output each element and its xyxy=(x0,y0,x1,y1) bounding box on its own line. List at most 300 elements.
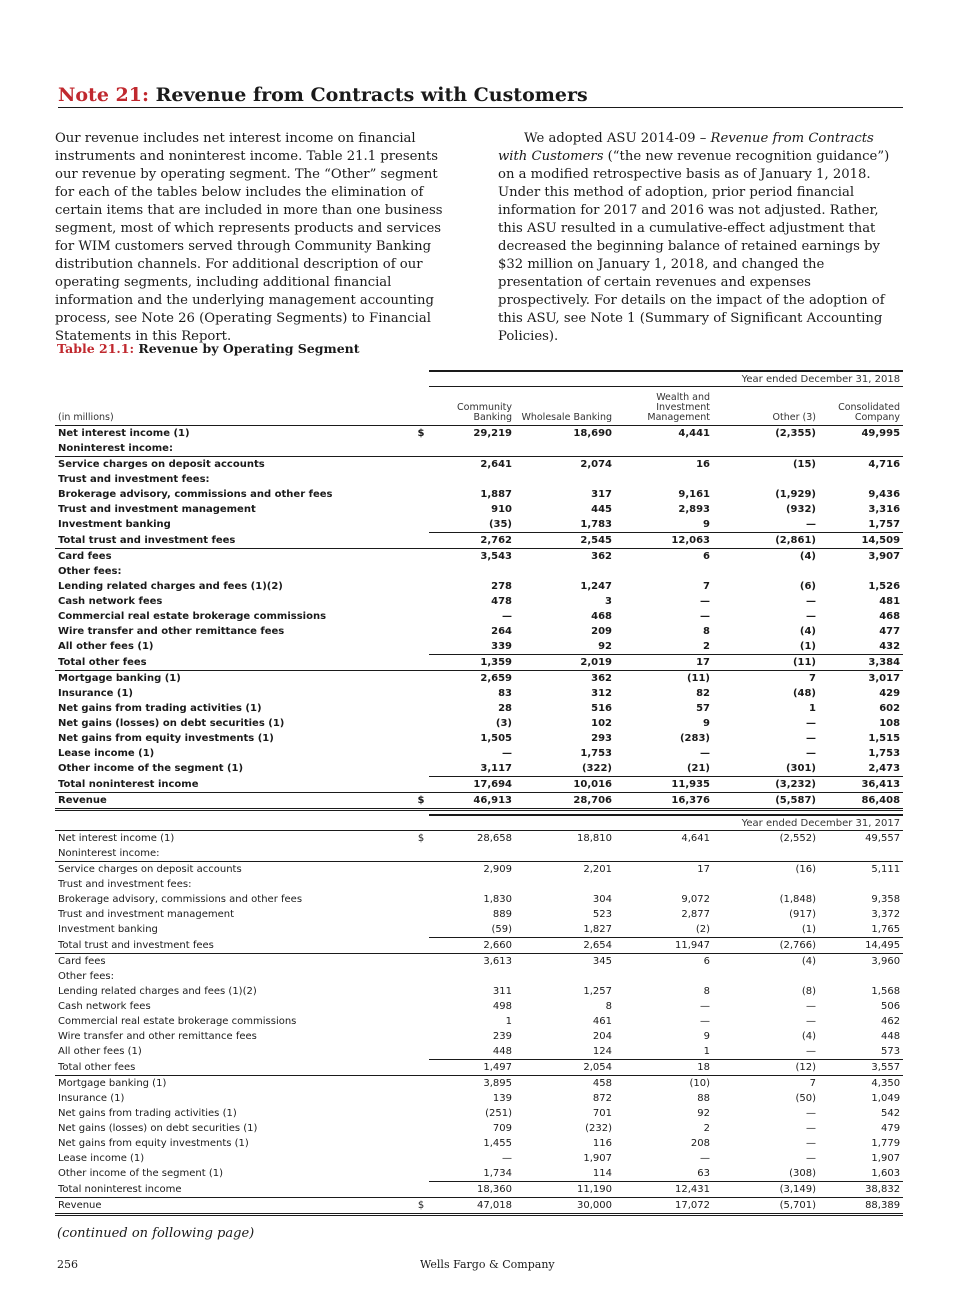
cell-wholesale-banking: 468 xyxy=(591,611,612,622)
cell-wealth-and-investment-management: 2,893 xyxy=(678,504,710,515)
cell-wealth-and-investment-management: 16 xyxy=(696,459,710,470)
cell-community-banking: 17,694 xyxy=(429,777,515,793)
cell-consolidated-company: 3,017 xyxy=(819,671,903,687)
cell-community-banking: 28,658 xyxy=(429,831,515,847)
units-label: (in millions) xyxy=(55,387,429,426)
cell-consolidated-company: 573 xyxy=(819,1044,903,1060)
row-label: Total noninterest income xyxy=(55,1182,413,1198)
cell-other-3 xyxy=(713,564,819,579)
currency-symbol xyxy=(413,609,429,624)
row-label: Noninterest income: xyxy=(55,846,413,862)
table-row xyxy=(55,487,903,502)
row-label: Revenue xyxy=(55,793,413,810)
cell-wealth-and-investment-management: 57 xyxy=(696,703,710,714)
cell-other-3: (11) xyxy=(713,655,819,671)
cell-wholesale-banking: (322) xyxy=(515,761,615,777)
row-label: Brokerage advisory, commissions and other fees xyxy=(58,489,333,500)
cell-community-banking: 83 xyxy=(498,688,512,699)
revenue-by-segment-table xyxy=(55,370,903,1216)
table-row xyxy=(55,831,903,847)
cell-wholesale-banking: 304 xyxy=(592,894,612,905)
column-header-wholesale-banking: Wholesale Banking xyxy=(515,387,615,426)
table-caption xyxy=(57,341,360,356)
currency-symbol xyxy=(413,655,429,671)
cell-other-3: (5,701) xyxy=(713,1198,819,1215)
cell-wealth-and-investment-management: 9,161 xyxy=(678,489,710,500)
cell-consolidated-company: 1,765 xyxy=(819,922,903,938)
table-row xyxy=(55,984,903,999)
cell-community-banking: 1,505 xyxy=(480,733,512,744)
currency-symbol xyxy=(413,954,429,970)
cell-other-3: (3,232) xyxy=(713,777,819,793)
cell-community-banking: 2,641 xyxy=(480,459,512,470)
cell-consolidated-company: 448 xyxy=(880,1031,901,1042)
cell-other-3: (2,766) xyxy=(713,938,819,954)
cell-other-3: (4) xyxy=(713,549,819,565)
currency-symbol: $ xyxy=(413,831,429,847)
intro-right-column xyxy=(498,130,898,346)
cell-wealth-and-investment-management: 82 xyxy=(696,688,710,699)
currency-symbol xyxy=(413,1014,429,1029)
table-row xyxy=(55,1044,903,1060)
row-label: Net interest income (1) xyxy=(55,831,413,847)
intro-right-italic: Revenue from Contracts with Customers xyxy=(498,131,874,164)
continued-note: (continued on following page) xyxy=(57,1226,255,1241)
cell-consolidated-company: 479 xyxy=(880,1123,901,1134)
column-header-row xyxy=(55,387,903,426)
currency-symbol xyxy=(413,1076,429,1092)
row-label: Service charges on deposit accounts xyxy=(58,864,242,875)
cell-consolidated-company: 36,413 xyxy=(819,777,903,793)
cell-wholesale-banking: 523 xyxy=(592,909,612,920)
cell-consolidated-company: 1,515 xyxy=(868,733,901,744)
currency-symbol xyxy=(413,877,429,892)
row-label: Net gains (losses) on debt securities (1) xyxy=(58,1123,258,1134)
row-label: Net interest income (1) xyxy=(55,426,413,442)
cell-community-banking: 1 xyxy=(505,1016,512,1027)
table-row xyxy=(55,731,903,746)
period-spacer xyxy=(55,815,429,831)
cell-community-banking: — xyxy=(502,748,512,759)
cell-community-banking: — xyxy=(502,611,512,622)
cell-wholesale-banking: 461 xyxy=(592,1016,612,1027)
cell-consolidated-company: 429 xyxy=(879,688,901,699)
intro-right-rest: (“the new revenue recognition guidance”) on a modified retrospective basis as of January 1, 2018. Under this method of adoption, prior period financial information for 2017 and 2016 was not adjusted. Rather, this ASU resulted in a cumulative-effect adjustment that decreased the beginning balance of retained earnings by $32 million on January 1, 2018, and changed the presentation of certain revenues and expenses prospectively. For details on the impact of the adoption of this ASU, see Note 1 (Summary of Significant Accounting Policies). xyxy=(498,149,890,344)
intro-left-column xyxy=(55,130,455,346)
cell-consolidated-company xyxy=(819,441,903,457)
table-row xyxy=(55,892,903,907)
cell-wealth-and-investment-management: 8 xyxy=(703,626,710,637)
table-row xyxy=(55,1151,903,1166)
cell-community-banking xyxy=(429,564,515,579)
cell-other-3: (1,848) xyxy=(779,894,816,905)
cell-community-banking: 1,455 xyxy=(483,1138,512,1149)
row-label: Trust and investment management xyxy=(58,504,256,515)
cell-consolidated-company: 1,049 xyxy=(871,1093,901,1104)
cell-consolidated-company xyxy=(819,969,903,984)
cell-consolidated-company: 3,372 xyxy=(871,909,901,920)
cell-wealth-and-investment-management: 2 xyxy=(703,1123,710,1134)
row-label: Total trust and investment fees xyxy=(55,533,413,549)
cell-community-banking: 29,219 xyxy=(429,426,515,442)
currency-symbol xyxy=(413,517,429,533)
currency-symbol xyxy=(413,716,429,731)
currency-symbol xyxy=(413,533,429,549)
cell-consolidated-company: 477 xyxy=(879,626,901,637)
currency-symbol xyxy=(413,686,429,701)
cell-wholesale-banking xyxy=(515,877,615,892)
cell-wealth-and-investment-management: 4,641 xyxy=(615,831,713,847)
cell-wholesale-banking: 114 xyxy=(515,1166,615,1182)
cell-consolidated-company: 468 xyxy=(879,611,901,622)
cell-other-3 xyxy=(713,846,819,862)
cell-wholesale-banking xyxy=(515,564,615,579)
cell-wholesale-banking: 1,247 xyxy=(580,581,612,592)
note-title: Revenue from Contracts with Customers xyxy=(155,84,588,106)
cell-consolidated-company: 4,350 xyxy=(819,1076,903,1092)
table-row xyxy=(55,907,903,922)
cell-wealth-and-investment-management: 1 xyxy=(615,1044,713,1060)
cell-other-3: (16) xyxy=(795,864,816,875)
cell-consolidated-company xyxy=(819,877,903,892)
cell-wholesale-banking: 1,753 xyxy=(580,748,612,759)
cell-wholesale-banking: 1,783 xyxy=(515,517,615,533)
currency-symbol xyxy=(413,938,429,954)
currency-symbol xyxy=(413,1151,429,1166)
cell-other-3: — xyxy=(806,1001,816,1012)
table-row xyxy=(55,502,903,517)
cell-community-banking xyxy=(429,441,515,457)
cell-community-banking: 28 xyxy=(498,703,512,714)
table-row xyxy=(55,624,903,639)
cell-wealth-and-investment-management: — xyxy=(700,1016,710,1027)
currency-symbol xyxy=(413,746,429,761)
cell-consolidated-company: 14,509 xyxy=(819,533,903,549)
currency-symbol xyxy=(413,892,429,907)
cell-wealth-and-investment-management: (283) xyxy=(679,733,710,744)
cell-wholesale-banking: 2,074 xyxy=(580,459,612,470)
table-row xyxy=(55,1091,903,1106)
cell-other-3: (2,552) xyxy=(713,831,819,847)
intro-right-paragraph xyxy=(498,130,898,346)
cell-wholesale-banking: 18,690 xyxy=(515,426,615,442)
cell-wealth-and-investment-management: 16,376 xyxy=(615,793,713,810)
cell-other-3 xyxy=(713,441,819,457)
table-row xyxy=(55,1198,903,1215)
table-row xyxy=(55,954,903,970)
cell-wholesale-banking: 362 xyxy=(515,549,615,565)
cell-consolidated-company: 5,111 xyxy=(871,864,901,875)
cell-wholesale-banking xyxy=(515,441,615,457)
table-row xyxy=(55,472,903,487)
row-label: Total trust and investment fees xyxy=(55,938,413,954)
cell-community-banking: 1,887 xyxy=(480,489,512,500)
cell-consolidated-company: 9,436 xyxy=(868,489,901,500)
cell-wholesale-banking: (232) xyxy=(585,1123,612,1134)
cell-wealth-and-investment-management: 6 xyxy=(615,954,713,970)
cell-wealth-and-investment-management: 88 xyxy=(697,1093,710,1104)
cell-wholesale-banking: 458 xyxy=(515,1076,615,1092)
currency-symbol xyxy=(413,1182,429,1198)
cell-consolidated-company: 1,779 xyxy=(871,1138,901,1149)
cell-other-3: — xyxy=(806,611,816,622)
intro-left-paragraph: Our revenue includes net interest income on financial instruments and noninterest income. Table 21.1 presents our revenue by operating segment. The “Other” segment for each of the tables below includes the elimination of certain items that are included in more than one business segment, most of which represents products and services for WIM customers served through Community Banking distribution channels. For additional description of our operating segments, including additional financial information and the underlying management accounting process, see Note 26 (Operating Segments) to Financial Statements in this Report. xyxy=(55,131,443,344)
cell-community-banking: 478 xyxy=(491,596,512,607)
period-row xyxy=(55,371,903,387)
cell-wholesale-banking: 30,000 xyxy=(515,1198,615,1215)
cell-community-banking xyxy=(429,846,515,862)
cell-wholesale-banking: 1,827 xyxy=(515,922,615,938)
cell-wealth-and-investment-management: 18 xyxy=(615,1060,713,1076)
cell-wholesale-banking: 2,054 xyxy=(515,1060,615,1076)
cell-community-banking: 311 xyxy=(492,986,512,997)
cell-other-3: (4) xyxy=(713,954,819,970)
cell-community-banking: 3,613 xyxy=(429,954,515,970)
cell-other-3: (50) xyxy=(795,1093,816,1104)
table-row xyxy=(55,1121,903,1136)
cell-other-3: (12) xyxy=(713,1060,819,1076)
currency-symbol xyxy=(413,487,429,502)
cell-community-banking: (59) xyxy=(429,922,515,938)
currency-symbol xyxy=(413,594,429,609)
cell-consolidated-company: 108 xyxy=(879,718,901,729)
cell-community-banking: (251) xyxy=(485,1108,512,1119)
cell-consolidated-company: 1,603 xyxy=(819,1166,903,1182)
row-label: Other fees: xyxy=(58,566,122,577)
cell-community-banking: 498 xyxy=(492,1001,512,1012)
cell-community-banking: 1,359 xyxy=(429,655,515,671)
cell-community-banking: 278 xyxy=(491,581,512,592)
row-label: Other income of the segment (1) xyxy=(58,763,244,775)
period-label: Year ended December 31, 2017 xyxy=(429,815,903,831)
table-row xyxy=(55,877,903,892)
period-spacer xyxy=(55,371,429,387)
currency-symbol xyxy=(413,1091,429,1106)
page-number: 256 xyxy=(57,1258,78,1271)
cell-wealth-and-investment-management: (10) xyxy=(615,1076,713,1092)
cell-wholesale-banking: 10,016 xyxy=(515,777,615,793)
cell-other-3: (48) xyxy=(792,688,816,699)
row-label: Wire transfer and other remittance fees xyxy=(58,1031,257,1042)
cell-wealth-and-investment-management: 9 xyxy=(615,517,713,533)
currency-symbol xyxy=(413,907,429,922)
cell-consolidated-company: 462 xyxy=(880,1016,901,1027)
cell-wealth-and-investment-management: 6 xyxy=(615,549,713,565)
row-label: Card fees xyxy=(55,549,413,565)
table-row xyxy=(55,777,903,793)
cell-consolidated-company: 49,557 xyxy=(819,831,903,847)
cell-community-banking: 46,913 xyxy=(429,793,515,810)
cell-wealth-and-investment-management: 7 xyxy=(703,581,710,592)
cell-consolidated-company: 1,907 xyxy=(871,1153,901,1164)
cell-other-3: — xyxy=(806,1108,816,1119)
cell-wholesale-banking xyxy=(515,472,615,487)
cell-other-3: — xyxy=(806,1016,816,1027)
cell-community-banking: 3,895 xyxy=(429,1076,515,1092)
currency-symbol: $ xyxy=(413,793,429,810)
cell-other-3: (5,587) xyxy=(713,793,819,810)
table-row xyxy=(55,1182,903,1198)
cell-consolidated-company: 3,907 xyxy=(819,549,903,565)
cell-community-banking: 239 xyxy=(492,1031,512,1042)
row-label: Cash network fees xyxy=(58,1001,151,1012)
currency-symbol xyxy=(413,639,429,655)
period-label: Year ended December 31, 2018 xyxy=(429,371,903,387)
cell-consolidated-company xyxy=(819,846,903,862)
cell-wealth-and-investment-management: 63 xyxy=(615,1166,713,1182)
cell-wholesale-banking xyxy=(515,846,615,862)
cell-wholesale-banking: 204 xyxy=(592,1031,612,1042)
row-label: Revenue xyxy=(55,1198,413,1215)
table-title: Revenue by Operating Segment xyxy=(138,341,360,356)
row-label: Lending related charges and fees (1)(2) xyxy=(58,581,283,592)
cell-wealth-and-investment-management: 9,072 xyxy=(681,894,710,905)
cell-other-3: (1) xyxy=(713,639,819,655)
cell-other-3: 1 xyxy=(809,703,816,714)
cell-wealth-and-investment-management: (2) xyxy=(615,922,713,938)
cell-consolidated-company: 3,557 xyxy=(819,1060,903,1076)
cell-wealth-and-investment-management: 11,947 xyxy=(615,938,713,954)
table-row xyxy=(55,846,903,862)
row-label: Lease income (1) xyxy=(58,748,155,759)
row-label: Lease income (1) xyxy=(58,1153,145,1164)
cell-community-banking: 2,762 xyxy=(429,533,515,549)
cell-other-3 xyxy=(713,877,819,892)
row-label: Other income of the segment (1) xyxy=(58,1168,223,1180)
cell-wholesale-banking: 2,201 xyxy=(583,864,612,875)
table-row xyxy=(55,938,903,954)
cell-wholesale-banking: 8 xyxy=(605,1001,612,1012)
cell-wealth-and-investment-management: 17 xyxy=(615,655,713,671)
cell-wholesale-banking: 209 xyxy=(591,626,612,637)
row-label: Investment banking xyxy=(58,519,171,531)
cell-wealth-and-investment-management: (21) xyxy=(615,761,713,777)
row-label: Wire transfer and other remittance fees xyxy=(58,626,285,637)
currency-symbol xyxy=(413,1044,429,1060)
cell-community-banking: 339 xyxy=(429,639,515,655)
currency-symbol xyxy=(413,624,429,639)
cell-other-3: — xyxy=(806,596,816,607)
currency-symbol: $ xyxy=(413,1198,429,1215)
row-label: Service charges on deposit accounts xyxy=(58,459,265,470)
currency-symbol xyxy=(413,671,429,687)
currency-symbol xyxy=(413,1029,429,1044)
row-label: Cash network fees xyxy=(58,596,163,607)
cell-wholesale-banking: 2,545 xyxy=(515,533,615,549)
table-row xyxy=(55,686,903,701)
table-row xyxy=(55,1136,903,1151)
cell-wealth-and-investment-management: 4,441 xyxy=(615,426,713,442)
cell-consolidated-company: 602 xyxy=(879,703,901,714)
cell-consolidated-company: 2,473 xyxy=(819,761,903,777)
cell-consolidated-company xyxy=(819,472,903,487)
column-header-consolidated-company: Consolidated Company xyxy=(819,387,903,426)
row-label: Investment banking xyxy=(58,924,158,936)
cell-wealth-and-investment-management xyxy=(615,472,713,487)
row-label: Card fees xyxy=(55,954,413,970)
cell-wealth-and-investment-management: 17,072 xyxy=(615,1198,713,1215)
cell-wholesale-banking: 18,810 xyxy=(515,831,615,847)
cell-consolidated-company: 542 xyxy=(880,1108,901,1119)
cell-consolidated-company: 38,832 xyxy=(819,1182,903,1198)
table-row xyxy=(55,579,903,594)
cell-other-3: (917) xyxy=(789,909,816,920)
cell-community-banking: 47,018 xyxy=(429,1198,515,1215)
cell-other-3: (1,929) xyxy=(775,489,816,500)
table-row xyxy=(55,1076,903,1092)
table-row xyxy=(55,457,903,473)
table-row xyxy=(55,549,903,565)
cell-community-banking: 18,360 xyxy=(429,1182,515,1198)
cell-wholesale-banking: 1,257 xyxy=(583,986,612,997)
cell-consolidated-company: 481 xyxy=(879,596,901,607)
cell-wealth-and-investment-management: — xyxy=(700,1153,710,1164)
cell-wealth-and-investment-management: 12,063 xyxy=(615,533,713,549)
cell-community-banking: 139 xyxy=(492,1093,512,1104)
cell-other-3: — xyxy=(806,1123,816,1134)
row-label: Insurance (1) xyxy=(58,1093,125,1104)
cell-consolidated-company: 88,389 xyxy=(819,1198,903,1215)
row-label: Insurance (1) xyxy=(58,688,133,699)
row-label: Mortgage banking (1) xyxy=(55,1076,413,1092)
row-label: Total other fees xyxy=(55,1060,413,1076)
currency-symbol xyxy=(413,761,429,777)
row-label: Other fees: xyxy=(58,971,114,982)
cell-wholesale-banking: 2,654 xyxy=(515,938,615,954)
cell-community-banking xyxy=(429,472,515,487)
cell-wholesale-banking: 124 xyxy=(515,1044,615,1060)
currency-symbol xyxy=(413,777,429,793)
table-row xyxy=(55,441,903,457)
cell-consolidated-company: 86,408 xyxy=(819,793,903,810)
table-row xyxy=(55,1166,903,1182)
cell-wealth-and-investment-management: — xyxy=(700,1001,710,1012)
currency-symbol: $ xyxy=(413,426,429,442)
cell-community-banking: 3,543 xyxy=(429,549,515,565)
table-row xyxy=(55,609,903,624)
cell-wholesale-banking xyxy=(515,969,615,984)
cell-community-banking: — xyxy=(502,1153,512,1164)
cell-other-3: — xyxy=(806,1138,816,1149)
table-row xyxy=(55,1060,903,1076)
cell-other-3: 7 xyxy=(713,1076,819,1092)
cell-wholesale-banking: 317 xyxy=(591,489,612,500)
period-row xyxy=(55,815,903,831)
intro-right-lead: We adopted ASU 2014-09 – xyxy=(524,131,711,146)
row-label: Net gains from trading activities (1) xyxy=(58,703,262,714)
table-row xyxy=(55,1106,903,1121)
cell-community-banking: (35) xyxy=(429,517,515,533)
cell-other-3: (3,149) xyxy=(713,1182,819,1198)
cell-wholesale-banking: 701 xyxy=(592,1108,612,1119)
table-row xyxy=(55,761,903,777)
currency-symbol xyxy=(413,579,429,594)
cell-community-banking: 910 xyxy=(491,504,512,515)
cell-community-banking: 2,909 xyxy=(483,864,512,875)
table-row xyxy=(55,862,903,878)
cell-wholesale-banking: 312 xyxy=(591,688,612,699)
cell-other-3 xyxy=(713,472,819,487)
cell-community-banking: 889 xyxy=(492,909,512,920)
table-row xyxy=(55,564,903,579)
currency-symbol xyxy=(413,846,429,862)
cell-consolidated-company: 4,716 xyxy=(868,459,901,470)
cell-consolidated-company xyxy=(819,564,903,579)
cell-wholesale-banking: 872 xyxy=(592,1093,612,1104)
cell-wealth-and-investment-management xyxy=(615,969,713,984)
cell-community-banking: 1,830 xyxy=(483,894,512,905)
cell-consolidated-company: 1,526 xyxy=(868,581,901,592)
